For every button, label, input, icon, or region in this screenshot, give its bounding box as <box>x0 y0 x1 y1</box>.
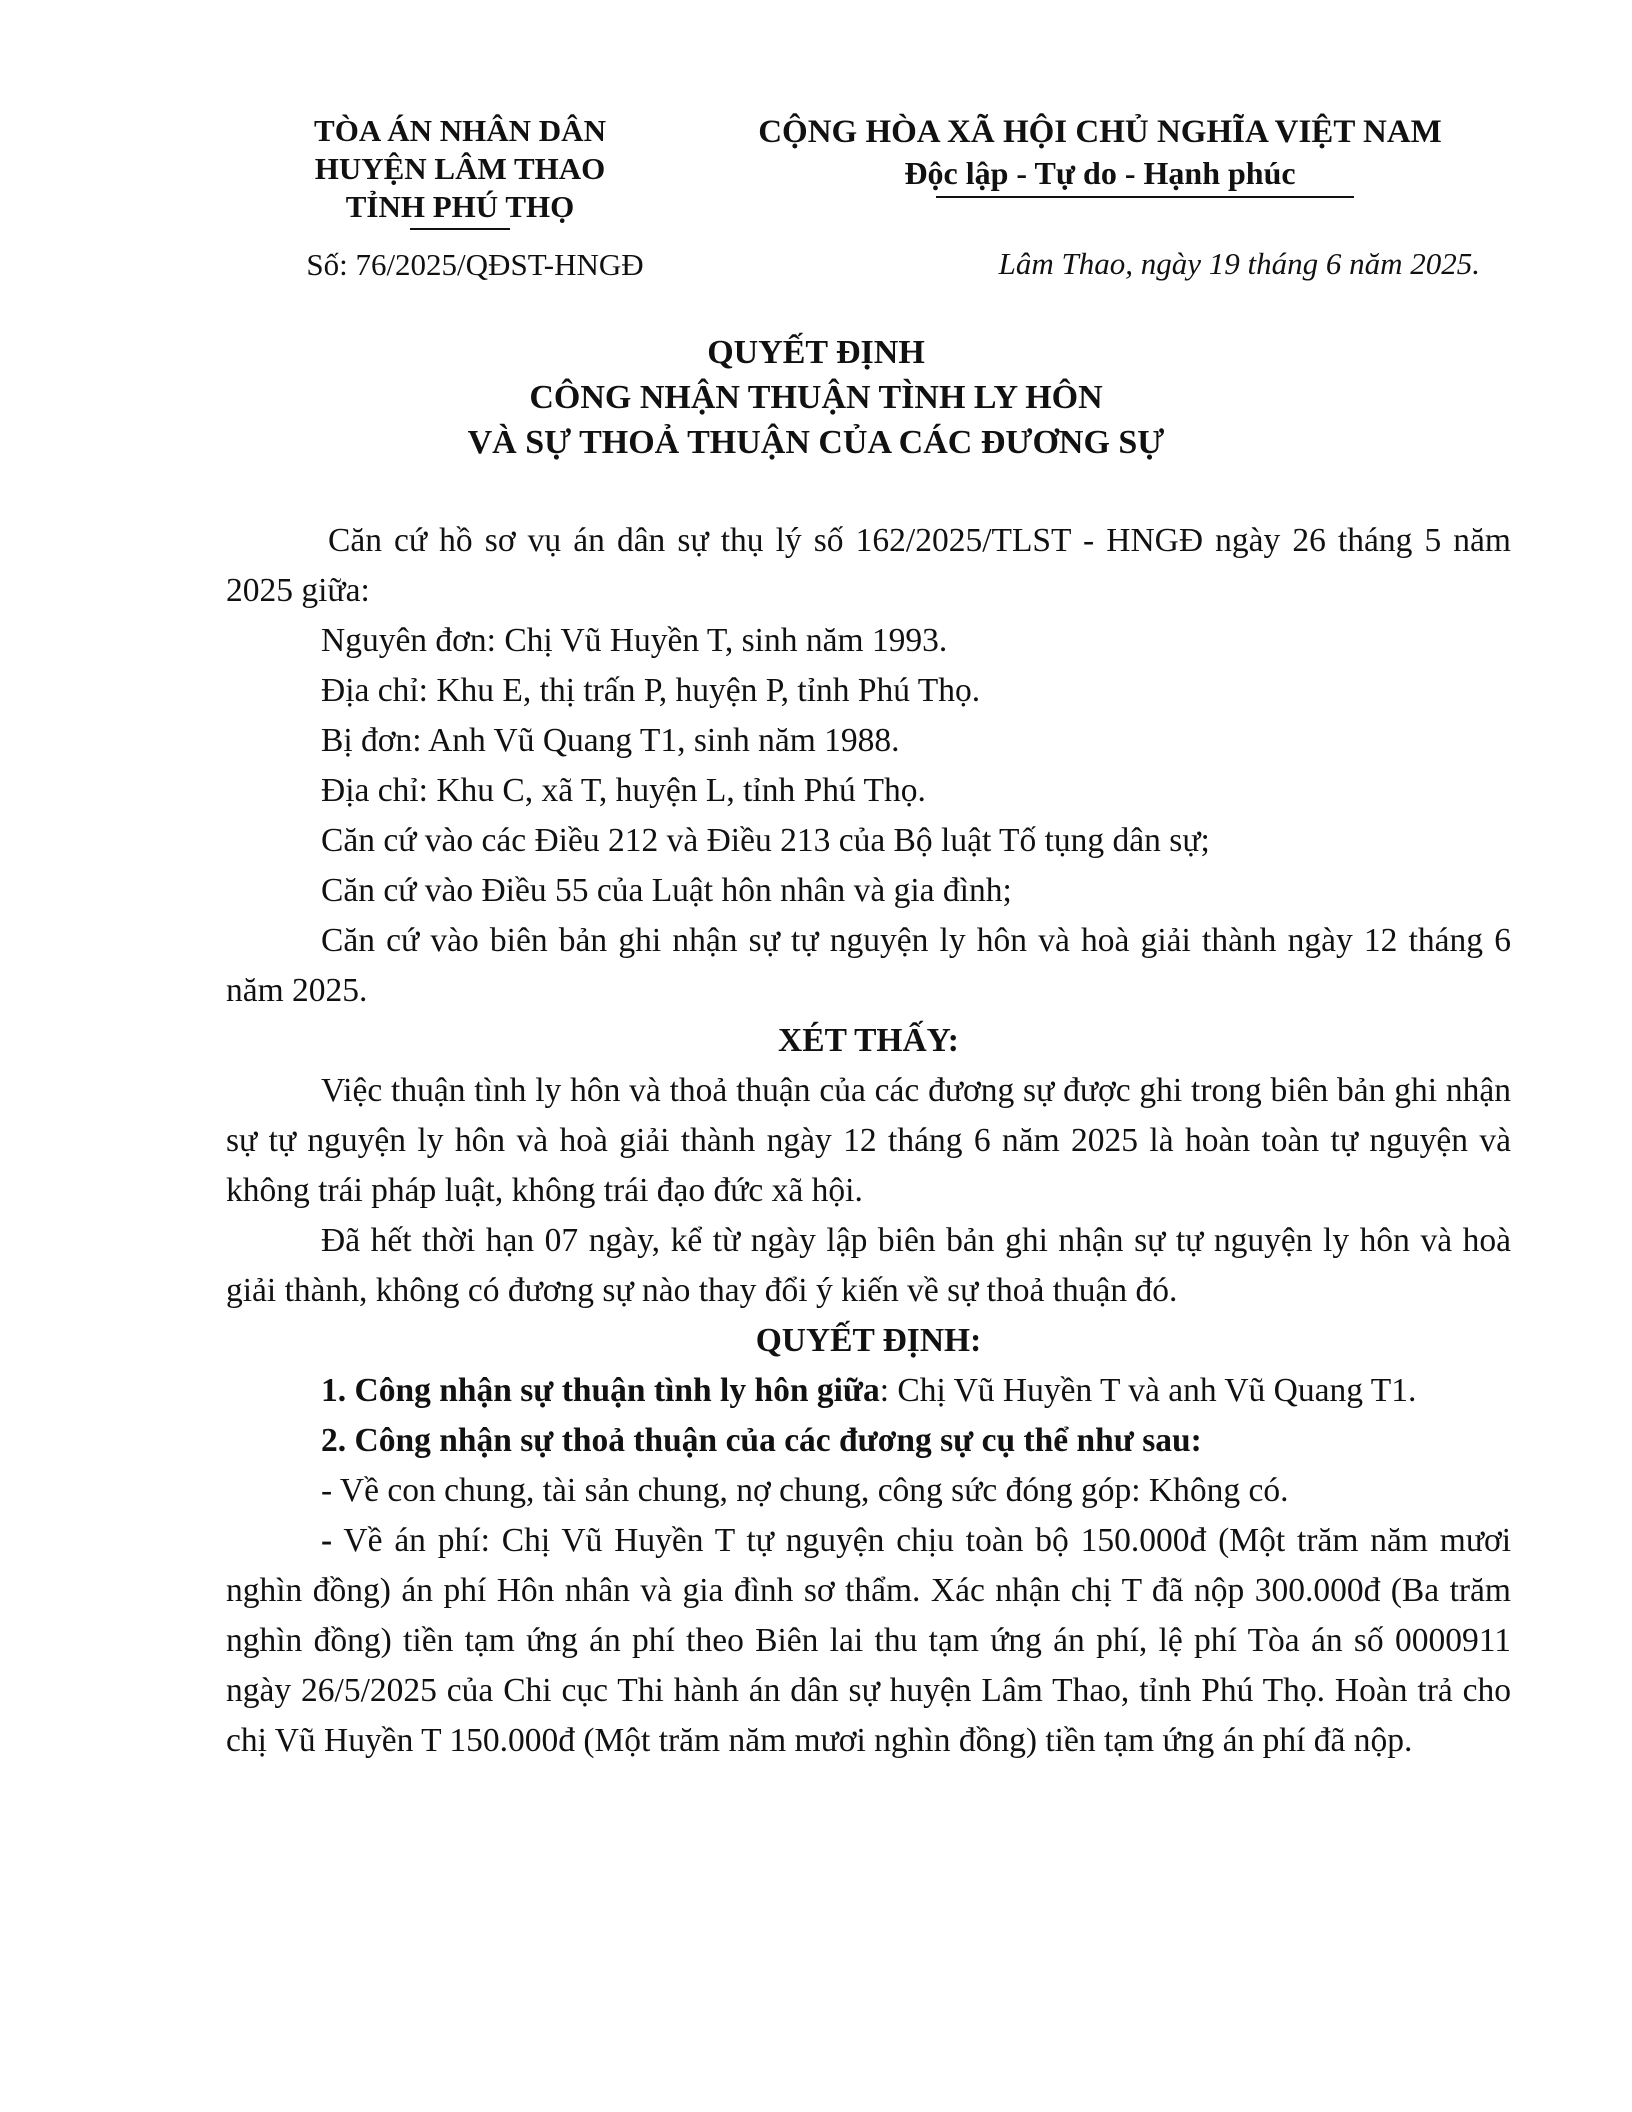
paragraph-plaintiff: Nguyên đơn: Chị Vũ Huyền T, sinh năm 1993. <box>321 622 948 659</box>
decision-item-4-text: Về án phí: Chị Vũ Huyền T tự nguyện chịu toàn bộ 150.000đ (Một trăm năm mươi nghìn đồng) án phí Hôn nhân và gia đình sơ thẩm. Xác nhận chị T đã nộp 300.000đ (Ba trăm nghìn đồng) tiền tạm ứng án phí theo Biên lai thu tạm ứng án phí, lệ phí Tòa án số 0000911 ngày 26/5/2025 của Chi cục Thi hành án dân sự huyện Lâm Thao, tỉnh Phú Thọ. Hoàn trả cho chị Vũ Huyền T 150.000đ (Một trăm năm mươi nghìn đồng) tiền tạm ứng án phí đã nộp. <box>226 1522 1511 1759</box>
section-heading-findings: XÉT THẤY: <box>778 1022 959 1059</box>
paragraph-case-basis: Căn cứ hồ sơ vụ án dân sự thụ lý số 162/2025/TLST - HNGĐ ngày 26 tháng 5 năm 2025 giữa: <box>226 522 1511 609</box>
title-line2: CÔNG NHẬN THUẬN TÌNH LY HÔN <box>529 379 1103 416</box>
document-title <box>0 330 1632 465</box>
court-header <box>285 112 635 230</box>
court-name-line2: HUYỆN LÂM THAO <box>314 151 606 186</box>
motto-underline <box>936 196 1354 198</box>
decision-item-3: - Về con chung, tài sản chung, nợ chung, công sức đóng góp: Không có. <box>321 1472 1289 1509</box>
paragraph-findings-1: Việc thuận tình ly hôn và thoả thuận của các đương sự được ghi trong biên bản ghi nhận sự tự nguyện ly hôn và hoà giải thành ngày 12 tháng 6 năm 2025 là hoàn toàn tự nguyện và không trái pháp luật, không trái đạo đức xã hội. <box>226 1072 1511 1209</box>
court-header-underline <box>410 228 510 230</box>
decision-item-1-text: : Chị Vũ Huyền T và anh Vũ Quang T1. <box>879 1372 1417 1409</box>
document-body <box>226 516 1511 1766</box>
paragraph-defendant-address: Địa chỉ: Khu C, xã T, huyện L, tỉnh Phú Thọ. <box>321 772 926 809</box>
court-name-line3: TỈNH PHÚ THỌ <box>345 189 575 224</box>
document-number: Số: 76/2025/QĐST-HNGĐ <box>306 247 644 282</box>
decision-item-1-label: 1. Công nhận sự thuận tình ly hôn giữa <box>321 1372 880 1409</box>
national-motto: Độc lập - Tự do - Hạnh phúc <box>904 155 1296 191</box>
title-line1: QUYẾT ĐỊNH <box>707 334 925 371</box>
national-header <box>720 112 1480 198</box>
decision-item-2-label: 2. Công nhận sự thoả thuận của các đương sự cụ thể như sau: <box>321 1422 1202 1459</box>
decision-item-4-dash: - <box>321 1522 333 1559</box>
paragraph-legal-basis-3: Căn cứ vào biên bản ghi nhận sự tự nguyện ly hôn và hoà giải thành ngày 12 tháng 6 năm 2025. <box>226 922 1511 1009</box>
document-date: Lâm Thao, ngày 19 tháng 6 năm 2025. <box>998 246 1480 281</box>
paragraph-plaintiff-address: Địa chỉ: Khu E, thị trấn P, huyện P, tỉnh Phú Thọ. <box>321 672 981 709</box>
court-name-line1: TÒA ÁN NHÂN DÂN <box>314 113 606 148</box>
decision-item-2 <box>226 1416 1511 1466</box>
paragraph-findings-2: Đã hết thời hạn 07 ngày, kể từ ngày lập biên bản ghi nhận sự tự nguyện ly hôn và hoà giải thành, không có đương sự nào thay đổi ý kiến về sự thoả thuận đó. <box>226 1222 1511 1309</box>
nation-name: CỘNG HÒA XÃ HỘI CHỦ NGHĨA VIỆT NAM <box>758 114 1442 150</box>
decision-item-4 <box>226 1516 1511 1766</box>
section-heading-decision: QUYẾT ĐỊNH: <box>755 1322 982 1359</box>
title-line3: VÀ SỰ THOẢ THUẬN CỦA CÁC ĐƯƠNG SỰ <box>467 424 1165 461</box>
paragraph-legal-basis-1: Căn cứ vào các Điều 212 và Điều 213 của Bộ luật Tố tụng dân sự; <box>321 822 1210 859</box>
paragraph-legal-basis-2: Căn cứ vào Điều 55 của Luật hôn nhân và gia đình; <box>321 872 1012 909</box>
decision-item-1 <box>226 1366 1511 1416</box>
paragraph-defendant: Bị đơn: Anh Vũ Quang T1, sinh năm 1988. <box>321 722 900 759</box>
